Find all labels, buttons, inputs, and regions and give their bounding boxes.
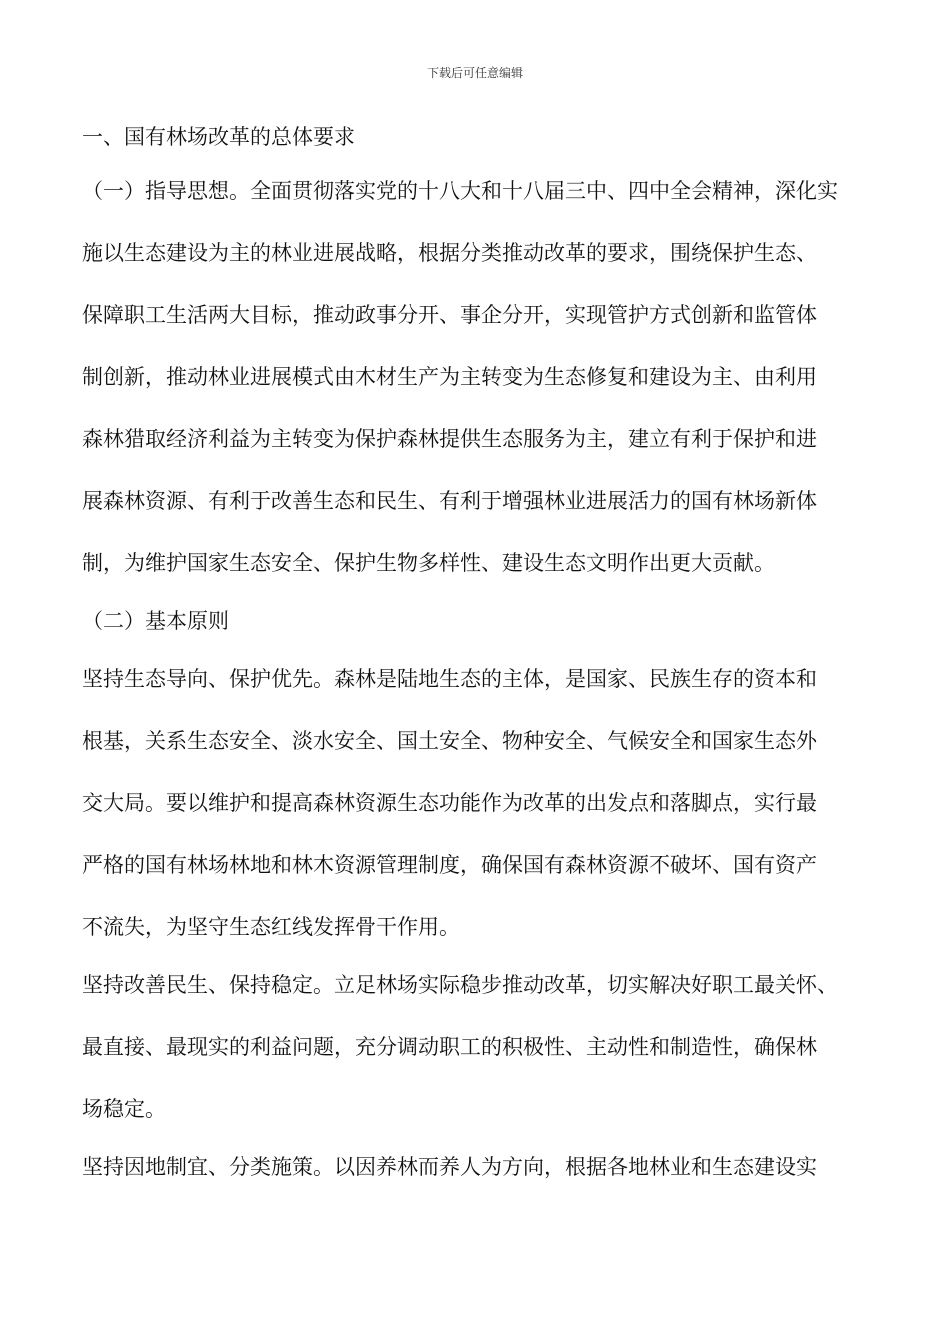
paragraph-line: 制，为维护国家生态安全、保护生物多样性、建设生态文明作出更大贡献。 (82, 551, 775, 575)
paragraph-line: 坚持改善民生、保持稳定。立足林场实际稳步推动改革，切实解决好职工最关怀、 (82, 973, 838, 997)
paragraph-line: 坚持因地制宜、分类施策。以因养林而养人为方向，根据各地林业和生态建设实 (82, 1155, 817, 1179)
document-body (82, 118, 882, 1210)
paragraph-line: 场稳定。 (82, 1097, 166, 1121)
paragraph-line: 森林猎取经济利益为主转变为保护森林提供生态服务为主，建立有利于保护和进 (82, 427, 817, 451)
paragraph-line: 保障职工生活两大目标，推动政事分开、事企分开，实现管护方式创新和监管体 (82, 303, 817, 327)
paragraph-line: 严格的国有林场林地和林木资源管理制度，确保国有森林资源不破坏、国有资产 (82, 853, 817, 877)
section-title: 一、国有林场改革的总体要求 (82, 125, 355, 149)
paragraph-line: 制创新，推动林业进展模式由木材生产为主转变为生态修复和建设为主、由利用 (82, 365, 817, 389)
page-header-note: 下载后可任意编辑 (426, 66, 523, 80)
subsection-title: （二）基本原则 (82, 609, 229, 633)
paragraph-line: 最直接、最现实的利益问题，充分调动职工的积极性、主动性和制造性，确保林 (82, 1035, 817, 1059)
paragraph-line: 施以生态建设为主的林业进展战略，根据分类推动改革的要求，围绕保护生态、 (82, 241, 817, 265)
paragraph-line: 不流失，为坚守生态红线发挥骨干作用。 (82, 915, 460, 939)
paragraph-line: （一）指导思想。全面贯彻落实党的十八大和十八届三中、四中全会精神，深化实 (82, 179, 838, 203)
paragraph-line: 坚持生态导向、保护优先。森林是陆地生态的主体，是国家、民族生存的资本和 (82, 667, 817, 691)
paragraph-line: 交大局。要以维护和提高森林资源生态功能作为改革的出发点和落脚点，实行最 (82, 791, 817, 815)
paragraph-line: 展森林资源、有利于改善生态和民生、有利于增强林业进展活力的国有林场新体 (82, 489, 817, 513)
paragraph-line: 根基，关系生态安全、淡水安全、国土安全、物种安全、气候安全和国家生态外 (82, 729, 817, 753)
